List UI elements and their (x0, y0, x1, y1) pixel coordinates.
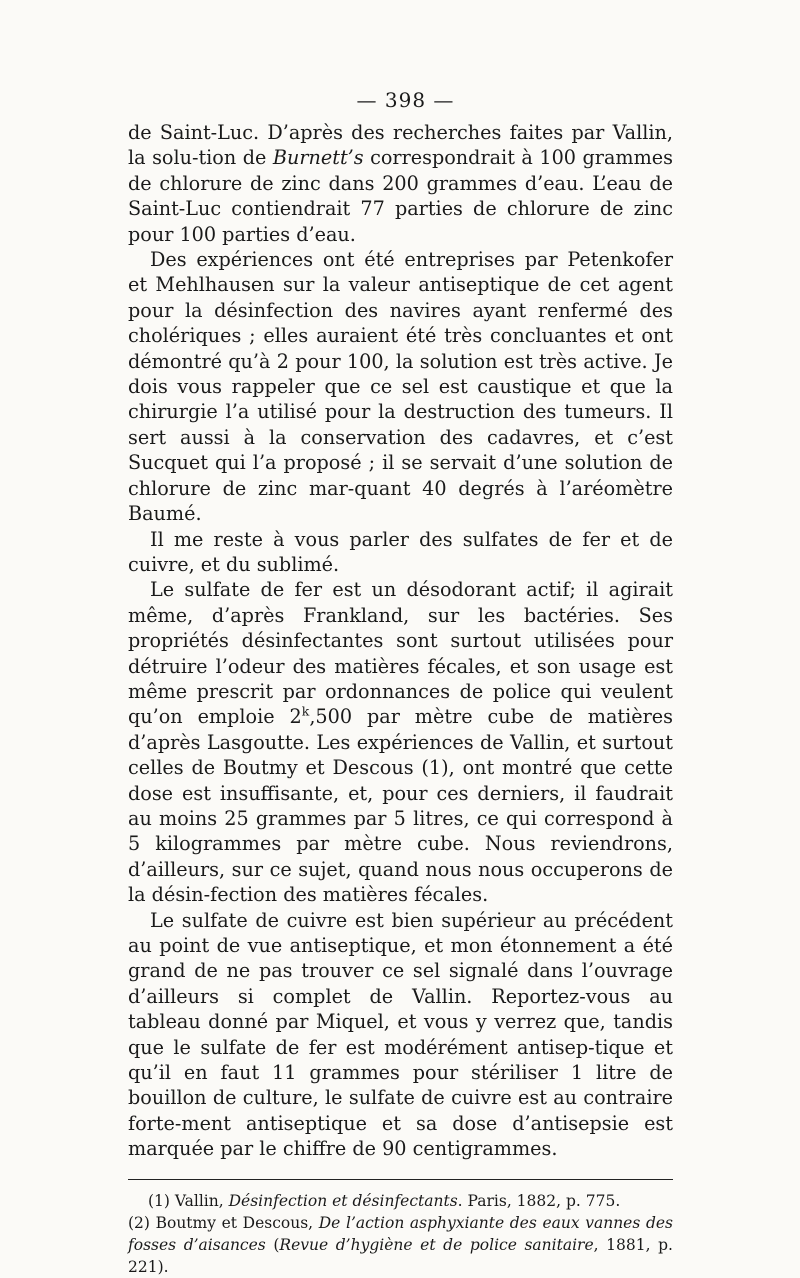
text-run: Des expériences ont été entreprises par Petenkofer et Mehlhausen sur la valeur antiseptique de cet agent pour la désinfection des navires ayant renfermé des cholériques ; elles auraient été très concluantes et ont démontré qu’à 2 pour 100, la solution est très active. Je dois vous rappeler que ce sel est caustique et que la chirurgie l’a utilisé pour la destruction des tumeurs. Il sert aussi à la conservation des cadavres, et c’est Sucquet qui l’a proposé ; il se servait d’une solution de chlorure de zinc mar-quant 40 degrés à l’aréomètre Baumé. (128, 248, 673, 526)
paragraph (128, 247, 673, 526)
italic-text: De l’action asphyxiante des eaux vannes des fosses d’aisances (128, 1213, 674, 1254)
text-run: Il me reste à vous parler des sulfates de fer et de cuivre, et du sublimé. (128, 527, 673, 576)
italic-text: Désinfection et désinfectants (228, 1191, 458, 1210)
footnote (128, 1190, 673, 1212)
footnote (128, 1212, 673, 1278)
text-run: , 1881, p. 221). (128, 1235, 673, 1276)
book-page (128, 88, 673, 1278)
italic-text: Revue d’hygiène et de police sanitaire (279, 1235, 594, 1254)
footnote-separator (128, 1179, 673, 1180)
text-run: (1) Vallin, (148, 1191, 229, 1210)
text-run: Le sulfate de fer est un désodorant actif; il agirait même, d’après Frankland, sur les bactéries. Ses propriétés désinfectantes sont surtout utilisées pour détruire l’odeur des matières fécales, et son usage est même prescrit par ordonnances de police qui veulent qu’on emploie 2 (128, 578, 673, 729)
text-run: Le sulfate de cuivre est bien supérieur au précédent au point de vue antiseptique, et mon étonnement a été grand de ne pas trouver ce sel signalé dans l’ouvrage d’ailleurs si complet de Vallin. Reportez-vous au tableau donné par Miquel, et vous y verrez que, tandis que le sulfate de fer est modérément antisep-tique et qu’il en faut 11 grammes pour stériliser 1 litre de bouillon de culture, le sulfate de cuivre est au contraire forte-ment antiseptique et sa dose d’antisepsie est marquée par le chiffre de 90 centigrammes. (128, 908, 673, 1161)
text-run: (2) Boutmy et Descous, (128, 1213, 319, 1232)
text-run: ,500 par mètre cube de matières d’après Lasgoutte. Les expériences de Vallin, et surtout celles de Boutmy et Descous (1), ont montré que cette dose est insuffisante, et, pour ces derniers, il faudrait au moins 25 grammes par 5 litres, ce qui correspond à 5 kilogrammes par mètre cube. Nous reviendrons, d’ailleurs, sur ce sujet, quand nous nous occuperons de la désin-fection des matières fécales. (128, 705, 673, 907)
text-run: . Paris, 1882, p. 775. (457, 1191, 621, 1210)
text-run: ( (265, 1235, 280, 1254)
paragraph (128, 908, 673, 1162)
paragraph (128, 577, 673, 907)
italic-text: Burnett’s (272, 146, 364, 170)
paragraph (128, 527, 673, 578)
text-run: de Saint-Luc. D’après des recherches faites par Vallin, la solu-tion de (128, 121, 673, 170)
text-run: correspondrait à 100 grammes de chlorure de zinc dans 200 grammes d’eau. L’eau de Saint-Luc contiendrait 77 parties de chlorure de zinc pour 100 parties d’eau. (128, 146, 673, 246)
superscript: k (301, 703, 310, 719)
page-number: — 398 — (356, 88, 455, 112)
paragraph (128, 120, 673, 247)
